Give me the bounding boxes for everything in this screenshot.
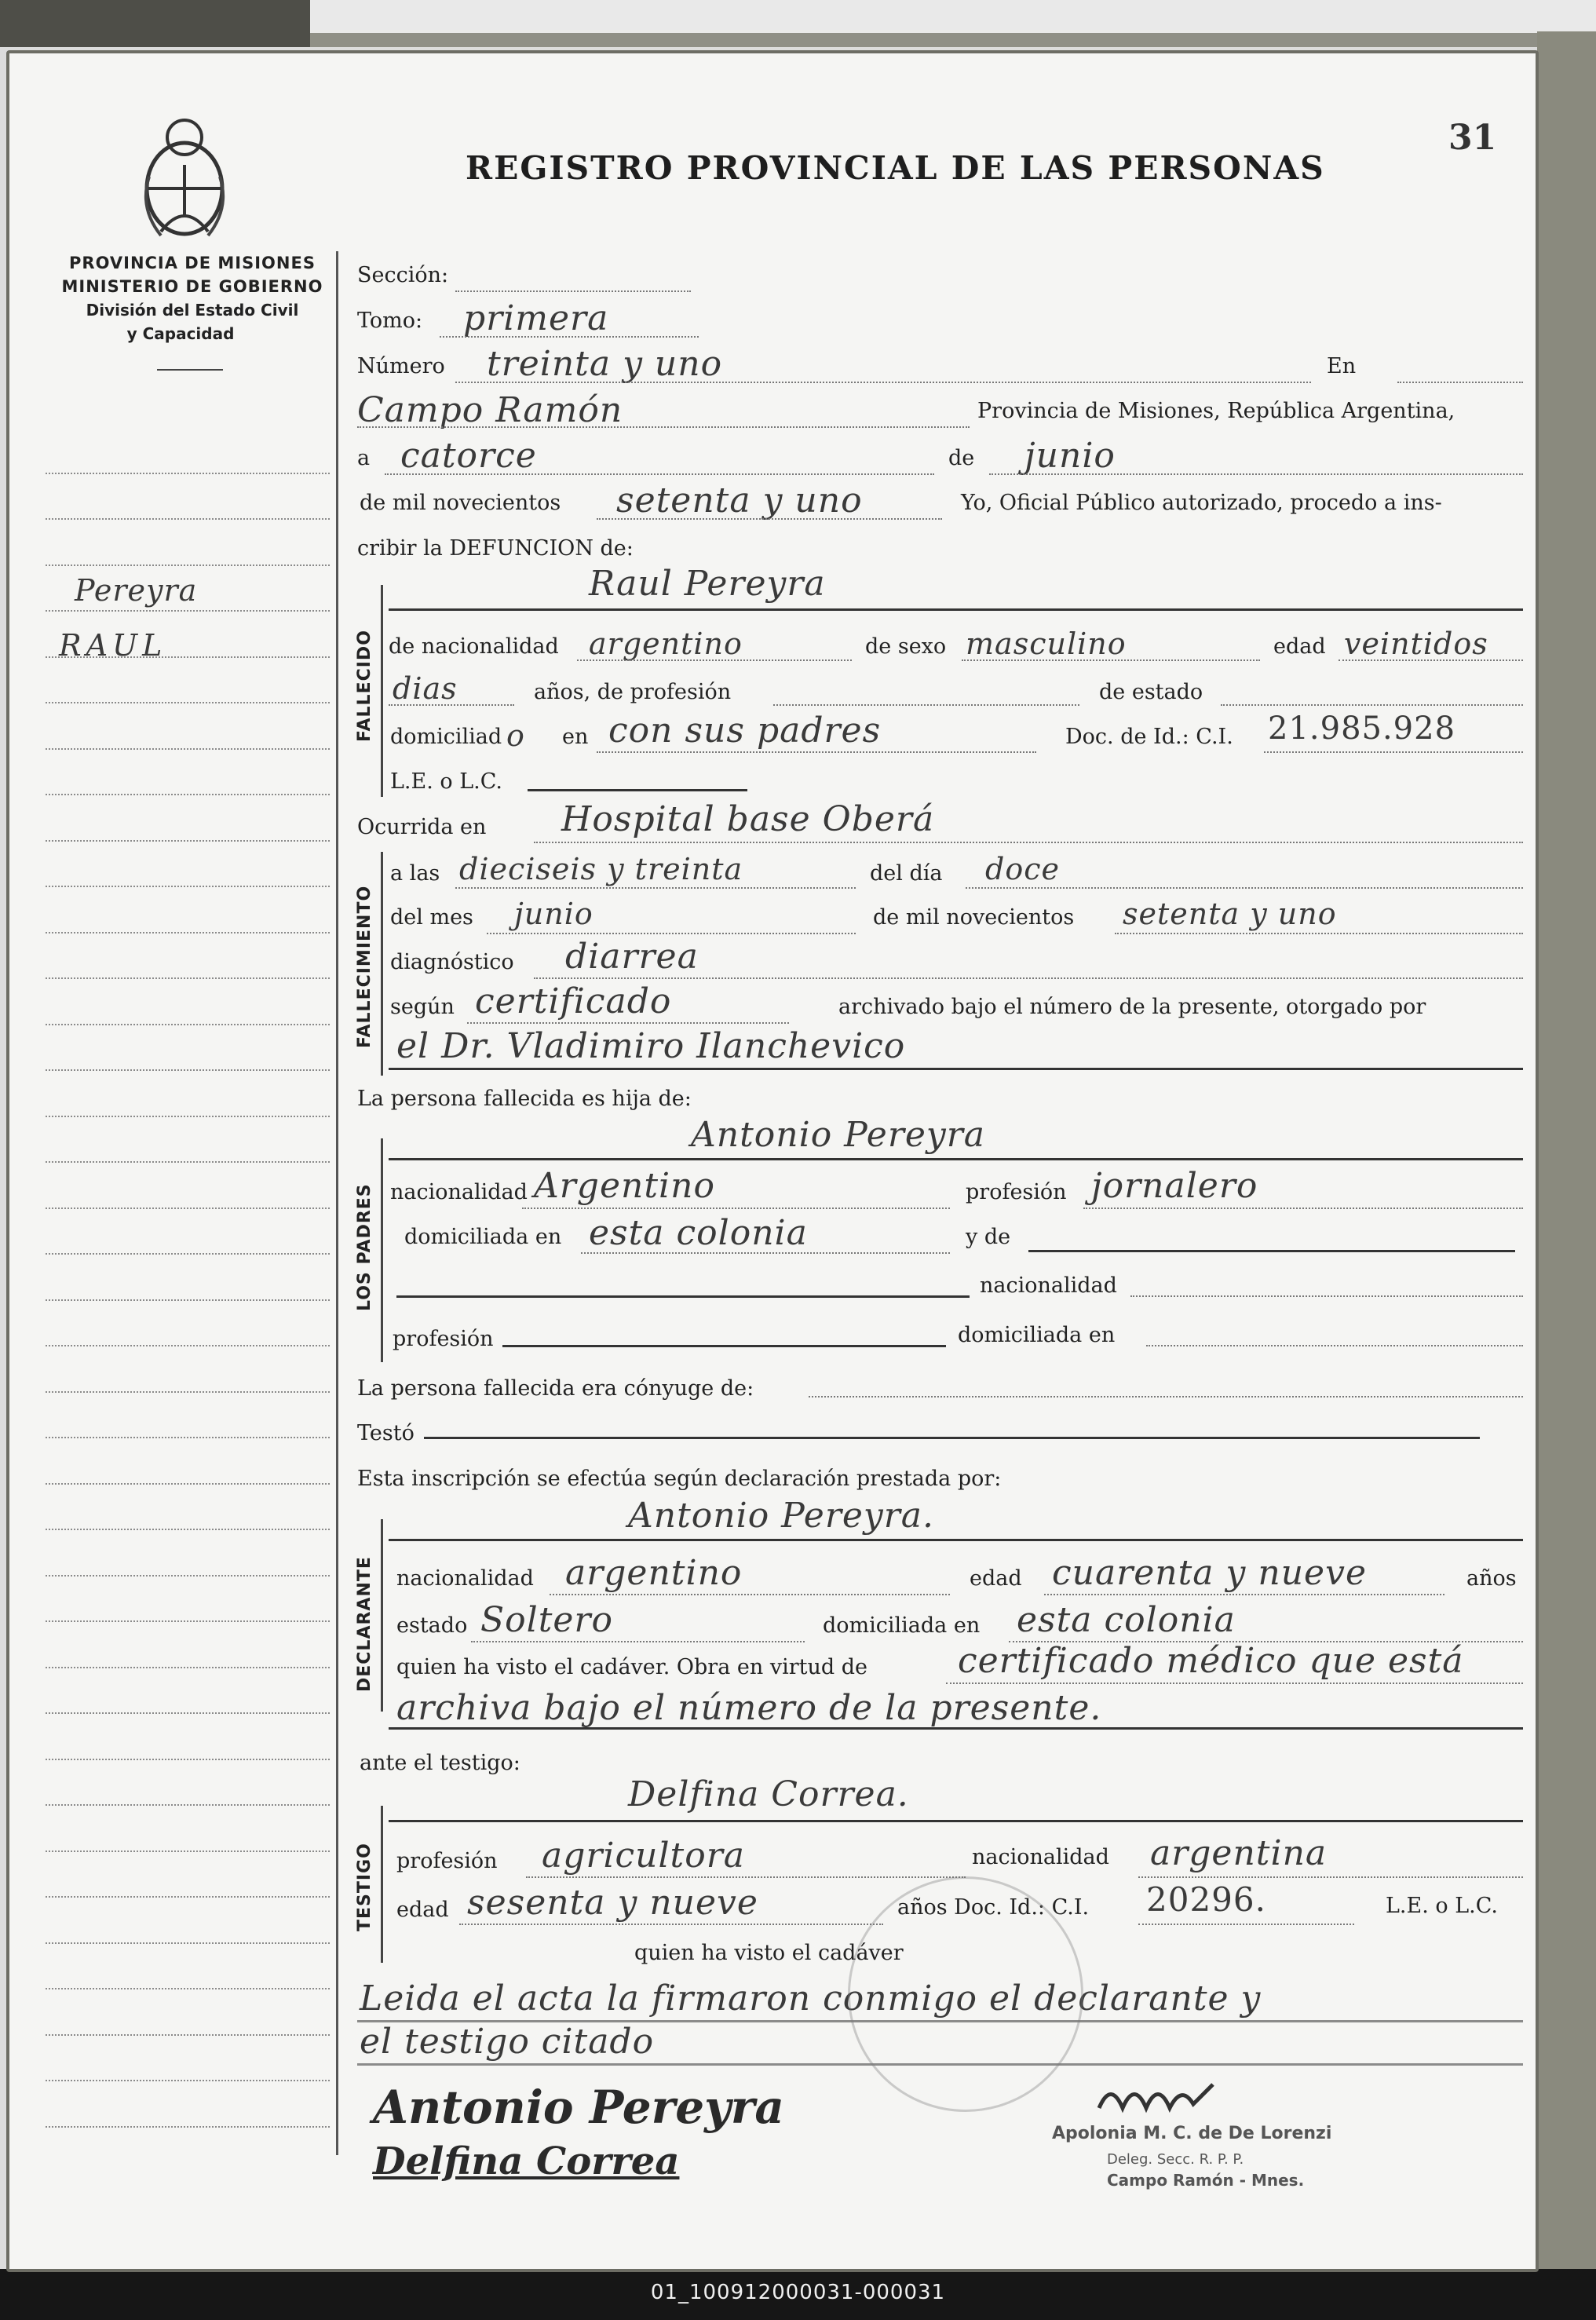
padres-side-label: LOS PADRES <box>355 1183 374 1311</box>
fallecido-bar <box>381 585 383 797</box>
official-signature-icon <box>1095 2077 1236 2124</box>
margin-line <box>46 1117 330 1164</box>
declarante-side-label: DECLARANTE <box>355 1556 374 1692</box>
en-label: En <box>1327 354 1357 378</box>
margin-line <box>46 703 330 750</box>
test-edad-value: sesenta y nueve <box>467 1883 758 1923</box>
nacionalidad-line <box>577 659 852 661</box>
decl-nacionalidad-value: argentino <box>565 1553 743 1593</box>
medico-line <box>389 1068 1523 1070</box>
archivado-label: archivado bajo el número de la presente, otorgado por <box>838 995 1426 1019</box>
ocurrida-line <box>534 842 1523 843</box>
edad-unit-line <box>389 704 514 706</box>
decl-estado-line <box>471 1641 805 1642</box>
sexo-line <box>962 659 1260 661</box>
margin-line <box>46 2036 330 2082</box>
decl-nacionalidad-line <box>550 1594 950 1595</box>
nacionalidad-label-5: nacionalidad <box>972 1845 1109 1869</box>
a-las-label: a las <box>390 861 440 886</box>
madre-nacionalidad-line <box>1130 1295 1523 1297</box>
name-line <box>389 608 1523 611</box>
edad-label-3: edad <box>396 1898 449 1922</box>
seccion-label: Sección: <box>357 263 449 287</box>
official-name: Apolonia M. C. de De Lorenzi <box>1052 2124 1332 2143</box>
margin-line <box>46 887 330 933</box>
test-ci-value: 20296. <box>1146 1880 1266 1919</box>
margin-line <box>46 428 330 474</box>
madre-domicilio-line <box>1146 1345 1523 1346</box>
anio-del-value: setenta y uno <box>1123 897 1337 931</box>
ministry-label: MINISTERIO DE GOBIERNO <box>61 277 323 296</box>
ocurrida-value: Hospital base Oberá <box>561 799 935 839</box>
margin-line <box>46 520 330 566</box>
de-mil-nov-label: de mil novecientos <box>873 905 1075 930</box>
obra-value-1: certificado médico que está <box>958 1641 1464 1681</box>
nacionalidad-label-3: nacionalidad <box>980 1273 1117 1298</box>
margin-line <box>46 1346 330 1393</box>
numero-line <box>455 382 1311 383</box>
padre-nacionalidad-value: Argentino <box>534 1166 715 1206</box>
test-profesion-line <box>526 1876 966 1878</box>
signature-testigo: Delfina Correa <box>373 2139 680 2183</box>
margin-lines <box>46 428 330 2128</box>
dia-del-value: doce <box>985 852 1060 886</box>
nacionalidad-label: de nacionalidad <box>389 634 559 659</box>
conyuge-line <box>809 1396 1523 1397</box>
margin-line <box>46 1852 330 1898</box>
tomo-line <box>440 336 699 338</box>
ocurrida-label: Ocurrida en <box>357 815 487 839</box>
madre-name-line <box>1028 1250 1515 1252</box>
obra-line-2 <box>389 1727 1523 1730</box>
profesion-line <box>773 704 1079 706</box>
doc-label: Doc. de Id.: C.I. <box>1065 725 1233 749</box>
nacionalidad-value: argentino <box>589 627 743 661</box>
hora-line <box>455 887 856 889</box>
del-dia-label: del día <box>870 861 943 886</box>
nacionalidad-label-2: nacionalidad <box>390 1180 528 1204</box>
declarante-bar <box>381 1519 383 1712</box>
deceased-name: Raul Pereyra <box>589 564 826 604</box>
estado-label: de estado <box>1099 680 1203 704</box>
header-underline <box>157 369 223 371</box>
fallecimiento-bar <box>381 852 383 1076</box>
padre-nacionalidad-line <box>522 1207 950 1209</box>
margin-given-name: RAUL <box>59 628 167 663</box>
margin-line <box>46 1577 330 1623</box>
del-mes-label: del mes <box>390 905 473 930</box>
segun-line <box>467 1022 789 1024</box>
margin-line <box>46 842 330 888</box>
column-divider <box>336 251 338 2155</box>
inscribir-label: cribir la DEFUNCION de: <box>357 536 634 561</box>
margin-line <box>46 795 330 842</box>
issuer-header <box>47 251 338 345</box>
testo-line <box>424 1437 1480 1439</box>
numero-value: treinta y uno <box>487 344 723 384</box>
province-label: PROVINCIA DE MISIONES <box>69 254 316 272</box>
hija-de-label: La persona fallecida es hija de: <box>357 1087 692 1111</box>
padres-bar <box>381 1138 383 1362</box>
de-mil-label: de mil novecientos <box>360 491 561 515</box>
diagnostico-label: diagnóstico <box>390 950 514 974</box>
coat-of-arms-icon <box>137 114 232 243</box>
margin-surname: Pereyra <box>75 573 198 608</box>
background-page-behind <box>310 0 1596 33</box>
seccion-line <box>455 290 691 292</box>
padre-name: Antonio Pereyra <box>691 1115 986 1155</box>
domiciliada-en-label-3: domiciliada en <box>823 1613 981 1638</box>
fallecido-side-label: FALLECIDO <box>355 630 374 742</box>
ci-value: 21.985.928 <box>1268 711 1456 747</box>
visto-label: quien ha visto el cadáver. Obra en virtud de <box>396 1655 868 1679</box>
page-number: 31 <box>1448 118 1497 158</box>
margin-line <box>46 1760 330 1807</box>
domiciliado-label: domiciliad <box>390 725 502 749</box>
margin-line <box>46 1714 330 1760</box>
division-label-2: y Capacidad <box>126 324 235 343</box>
signature-declarante: Antonio Pereyra <box>373 2081 784 2134</box>
sexo-label: de sexo <box>865 634 947 659</box>
margin-line <box>46 1255 330 1301</box>
margin-line <box>46 979 330 1025</box>
anios-prof-label: años, de profesión <box>534 680 732 704</box>
margin-line <box>46 474 330 521</box>
decl-edad-value: cuarenta y nueve <box>1052 1553 1367 1593</box>
margin-line <box>46 1530 330 1577</box>
margin-line <box>46 658 330 704</box>
margin-line <box>46 1025 330 1072</box>
margin-line <box>46 2081 330 2128</box>
padre-profesion-line <box>1083 1207 1523 1209</box>
page-title: REGISTRO PROVINCIAL DE LAS PERSONAS <box>466 149 1325 187</box>
mes-del-line <box>487 933 856 934</box>
domiciliada-en-label-2: domiciliada en <box>958 1323 1116 1347</box>
domiciliada-en-label: domiciliada en <box>404 1225 562 1249</box>
domiciliado-suffix: o <box>506 718 525 753</box>
yo-label: Yo, Oficial Público autorizado, procedo a ins- <box>961 491 1442 515</box>
dia-line <box>385 473 934 475</box>
official-office: Deleg. Secc. R. P. P. <box>1107 2151 1244 2168</box>
diagnostico-line <box>534 977 1523 979</box>
margin-line <box>46 1898 330 1944</box>
anios-label: años <box>1466 1566 1517 1591</box>
margin-line <box>46 1301 330 1347</box>
nacionalidad-label-4: nacionalidad <box>396 1566 534 1591</box>
margin-line <box>46 1668 330 1715</box>
margin-line <box>46 1071 330 1117</box>
edad-value: veintidos <box>1344 627 1488 661</box>
test-profesion-value: agricultora <box>542 1836 745 1876</box>
estado-line <box>1221 704 1523 706</box>
mes-del-value: junio <box>514 897 593 931</box>
mes-line <box>989 473 1523 475</box>
edad-line <box>1339 659 1523 661</box>
margin-line <box>46 933 330 980</box>
estado-label-2: estado <box>396 1613 468 1638</box>
conyuge-label: La persona fallecida era cónyuge de: <box>357 1376 754 1401</box>
de-label: de <box>948 446 975 470</box>
madre-line <box>396 1295 970 1298</box>
dia-value: catorce <box>400 436 537 476</box>
decl-estado-value: Soltero <box>480 1600 613 1640</box>
tomo-value: primera <box>463 298 609 338</box>
decl-domicilio-value: esta colonia <box>1017 1600 1236 1640</box>
padre-domicilio-line <box>581 1252 950 1254</box>
visto-label-2: quien ha visto el cadáver <box>634 1941 904 1965</box>
madre-profesion-line <box>502 1345 946 1347</box>
inscripcion-label: Esta inscripción se efectúa según declaración prestada por: <box>357 1467 1002 1491</box>
book-cover-right <box>1537 31 1596 2300</box>
edad-unit-value: dias <box>393 671 458 706</box>
edad-label: edad <box>1273 634 1326 659</box>
cierre-line-1: Leida el acta la firmaron conmigo el declarante y <box>360 1978 1262 2019</box>
file-id-caption: 01_100912000031-000031 <box>650 2281 946 2304</box>
segun-label: según <box>390 995 455 1019</box>
y-de-label: y de <box>966 1225 1011 1249</box>
mes-value: junio <box>1024 436 1116 476</box>
ante-testigo-label: ante el testigo: <box>360 1751 520 1775</box>
margin-line <box>46 750 330 796</box>
padre-domicilio-value: esta colonia <box>589 1213 808 1253</box>
anios-doc-label: años Doc. Id.: C.I. <box>897 1895 1090 1920</box>
domicilio-value: con sus padres <box>608 711 882 751</box>
segun-value: certificado <box>475 981 672 1021</box>
ci-line <box>1264 751 1523 753</box>
testigo-side-label: TESTIGO <box>355 1843 374 1931</box>
le-lc-label-2: L.E. o L.C. <box>1386 1894 1499 1918</box>
numero-label: Número <box>357 354 445 378</box>
profesion-label-3: profesión <box>396 1849 498 1873</box>
test-ci-line <box>1138 1924 1354 1925</box>
lugar-value: Campo Ramón <box>357 390 623 430</box>
hora-value: dieciseis y treinta <box>459 852 743 886</box>
margin-line <box>46 1163 330 1209</box>
le-lc-label: L.E. o L.C. <box>390 769 503 794</box>
tomo-label: Tomo: <box>357 309 423 333</box>
testo-label: Testó <box>357 1421 415 1445</box>
le-lc-line <box>528 789 747 791</box>
registry-stamp <box>848 1876 1083 2112</box>
medico-value: el Dr. Vladimiro Ilanchevico <box>396 1026 906 1066</box>
domicilio-line <box>597 751 1036 753</box>
declarante-line <box>389 1539 1523 1541</box>
anio-line <box>597 518 942 520</box>
margin-line <box>46 1393 330 1439</box>
cierre-line-2: el testigo citado <box>360 2022 655 2062</box>
lugar-line <box>357 426 970 428</box>
obra-line-1 <box>946 1682 1523 1684</box>
a-label: a <box>357 446 371 470</box>
padre-profesion-value: jornalero <box>1091 1166 1258 1206</box>
margin-line <box>46 1989 330 2036</box>
edad-label-2: edad <box>970 1566 1022 1591</box>
profesion-label-2: profesión <box>393 1327 494 1351</box>
margin-line <box>46 1622 330 1668</box>
margin-line <box>46 1209 330 1255</box>
en-line <box>1397 382 1523 383</box>
dia-del-line <box>966 887 1523 889</box>
profesion-label: profesión <box>966 1180 1067 1204</box>
anio-del-line <box>1115 933 1523 934</box>
declarante-name: Antonio Pereyra. <box>628 1496 935 1536</box>
margin-line <box>46 1485 330 1531</box>
margin-line <box>46 1944 330 1990</box>
division-label-1: División del Estado Civil <box>86 301 299 320</box>
padre-line <box>389 1158 1523 1160</box>
testigo-line <box>389 1820 1523 1822</box>
obra-value-2: archiva bajo el número de la presente. <box>396 1688 1102 1728</box>
margin-line <box>46 1438 330 1485</box>
test-nacionalidad-line <box>1138 1876 1523 1878</box>
testigo-bar <box>381 1806 383 1963</box>
decl-edad-line <box>1044 1594 1444 1595</box>
fallecimiento-side-label: FALLECIMIENTO <box>355 885 374 1048</box>
sexo-value: masculino <box>966 627 1127 661</box>
en-label-2: en <box>562 725 589 749</box>
test-nacionalidad-value: argentina <box>1150 1833 1328 1873</box>
testigo-name: Delfina Correa. <box>628 1774 909 1814</box>
diagnostico-value: diarrea <box>565 937 699 977</box>
background-top-left <box>0 0 310 47</box>
anio-value: setenta y uno <box>616 480 863 521</box>
margin-line <box>46 1806 330 1852</box>
official-locality: Campo Ramón - Mnes. <box>1107 2171 1305 2190</box>
provincia-label: Provincia de Misiones, República Argentina, <box>977 399 1455 423</box>
test-edad-line <box>459 1924 883 1925</box>
